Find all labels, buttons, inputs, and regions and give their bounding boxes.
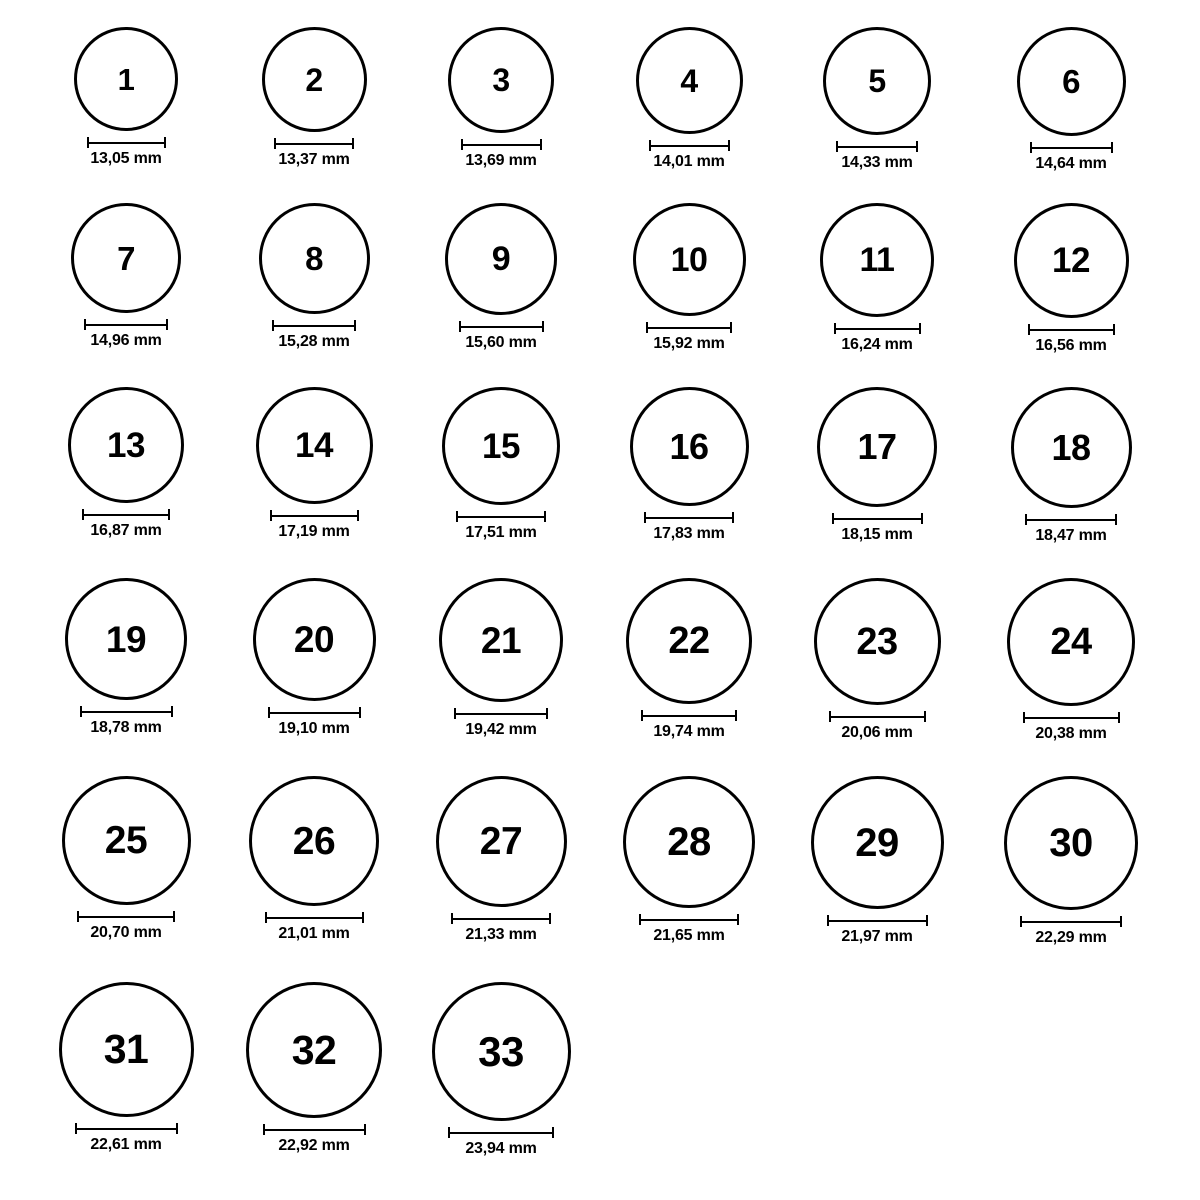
diameter-label: 14,33 mm — [841, 154, 913, 171]
diameter-measure-bar — [268, 707, 361, 717]
diameter-label: 17,19 mm — [278, 523, 350, 540]
ring-size-item — [59, 982, 194, 1154]
ring-size-number: 22 — [668, 620, 710, 662]
ring-size-item — [432, 982, 571, 1158]
measure-line — [1023, 717, 1120, 719]
ring-circle — [262, 27, 367, 132]
diameter-measure-bar — [827, 915, 928, 925]
ring-size-number: 12 — [1052, 241, 1090, 280]
diameter-measure-bar — [1028, 324, 1115, 334]
diameter-measure-bar — [1025, 514, 1117, 524]
ring-size-item — [256, 387, 373, 541]
diameter-label: 22,29 mm — [1035, 929, 1107, 946]
measure-line — [1028, 329, 1115, 331]
measure-cap-right — [546, 708, 548, 719]
ring-size-item — [636, 27, 743, 171]
diameter-measure-bar — [80, 706, 173, 716]
measure-cap-right — [1111, 142, 1113, 153]
ring-size-number: 28 — [667, 820, 711, 864]
ring-size-item — [1011, 387, 1132, 545]
measure-cap-right — [357, 510, 359, 521]
measure-cap-right — [552, 1127, 554, 1138]
ring-circle — [445, 203, 557, 315]
ring-size-item — [71, 203, 181, 350]
diameter-measure-bar — [75, 1123, 178, 1133]
ring-circle — [636, 27, 743, 134]
diameter-measure-bar — [454, 708, 548, 718]
diameter-label: 14,64 mm — [1035, 155, 1107, 172]
ring-circle — [1007, 578, 1135, 706]
diameter-label: 20,06 mm — [841, 724, 913, 741]
ring-size-item — [811, 776, 944, 946]
measure-cap-right — [735, 710, 737, 721]
ring-size-item — [253, 578, 376, 738]
diameter-measure-bar — [459, 321, 544, 331]
measure-cap-right — [924, 711, 926, 722]
diameter-measure-bar — [77, 911, 175, 921]
measure-line — [77, 916, 175, 918]
diameter-label: 21,97 mm — [841, 928, 913, 945]
ring-size-number: 15 — [482, 426, 520, 466]
ring-circle — [817, 387, 937, 507]
measure-cap-right — [926, 915, 928, 926]
diameter-label: 20,70 mm — [90, 924, 162, 941]
ring-size-number: 7 — [117, 239, 135, 277]
ring-size-number: 23 — [856, 620, 898, 663]
measure-cap-right — [549, 913, 551, 924]
measure-line — [836, 146, 918, 148]
measure-cap-right — [737, 914, 739, 925]
measure-cap-right — [1115, 514, 1117, 525]
ring-circle — [246, 982, 382, 1118]
ring-size-number: 2 — [305, 61, 323, 98]
diameter-label: 20,38 mm — [1035, 725, 1107, 742]
measure-cap-right — [728, 140, 730, 151]
measure-cap-right — [166, 319, 168, 330]
ring-size-item — [445, 203, 557, 352]
diameter-label: 22,61 mm — [90, 1136, 162, 1153]
diameter-label: 15,60 mm — [465, 334, 537, 351]
diameter-label: 22,92 mm — [278, 1137, 350, 1154]
measure-line — [827, 920, 928, 922]
ring-size-item — [1014, 203, 1129, 355]
diameter-measure-bar — [834, 323, 921, 333]
diameter-measure-bar — [646, 322, 732, 332]
ring-size-number: 27 — [479, 820, 523, 863]
measure-line — [268, 712, 361, 714]
measure-line — [87, 142, 166, 144]
ring-size-number: 17 — [857, 426, 897, 467]
ring-size-item — [439, 578, 563, 739]
diameter-label: 16,24 mm — [841, 336, 913, 353]
ring-circle — [623, 776, 755, 908]
measure-line — [461, 144, 542, 146]
ring-circle — [814, 578, 941, 705]
ring-circle — [259, 203, 370, 314]
measure-cap-right — [919, 323, 921, 334]
ring-size-item — [74, 27, 178, 168]
measure-cap-right — [1118, 712, 1120, 723]
diameter-label: 15,28 mm — [278, 333, 350, 350]
ring-size-number: 13 — [107, 425, 145, 465]
ring-size-number: 31 — [103, 1026, 149, 1072]
diameter-label: 19,42 mm — [465, 721, 537, 738]
ring-size-item — [65, 578, 187, 737]
diameter-measure-bar — [649, 140, 730, 150]
diameter-measure-bar — [461, 139, 542, 149]
measure-cap-right — [732, 512, 734, 523]
ring-circle — [1011, 387, 1132, 508]
ring-size-number: 16 — [669, 425, 709, 467]
ring-circle — [71, 203, 181, 313]
diameter-measure-bar — [84, 319, 168, 329]
ring-size-item — [262, 27, 367, 169]
diameter-measure-bar — [265, 912, 364, 922]
measure-cap-right — [1120, 916, 1122, 927]
ring-size-item — [249, 776, 379, 943]
diameter-label: 19,10 mm — [278, 720, 350, 737]
diameter-measure-bar — [272, 320, 356, 330]
measure-cap-right — [359, 707, 361, 718]
diameter-measure-bar — [270, 510, 359, 520]
ring-circle — [59, 982, 194, 1117]
diameter-measure-bar — [448, 1127, 554, 1137]
ring-size-item — [246, 982, 382, 1155]
measure-cap-right — [171, 706, 173, 717]
ring-circle — [65, 578, 187, 700]
ring-circle — [62, 776, 191, 905]
ring-circle — [448, 27, 554, 133]
diameter-measure-bar — [829, 711, 926, 721]
measure-line — [1025, 519, 1117, 521]
measure-cap-right — [352, 138, 354, 149]
measure-cap-right — [540, 139, 542, 150]
ring-size-number: 18 — [1051, 426, 1091, 468]
ring-circle — [823, 27, 931, 135]
measure-line — [270, 515, 359, 517]
ring-size-item — [62, 776, 191, 942]
measure-cap-right — [1113, 324, 1115, 335]
measure-cap-right — [362, 912, 364, 923]
ring-size-number: 6 — [1062, 63, 1080, 100]
measure-cap-right — [364, 1124, 366, 1135]
ring-size-number: 4 — [680, 62, 698, 99]
ring-circle — [630, 387, 749, 506]
measure-cap-right — [916, 141, 918, 152]
ring-size-item — [68, 387, 184, 540]
diameter-measure-bar — [451, 913, 551, 923]
measure-cap-right — [354, 320, 356, 331]
ring-size-item — [633, 203, 746, 353]
ring-size-number: 21 — [480, 619, 522, 661]
measure-line — [263, 1129, 366, 1131]
diameter-label: 18,47 mm — [1035, 527, 1107, 544]
ring-circle — [626, 578, 752, 704]
diameter-measure-bar — [87, 137, 166, 147]
measure-cap-right — [173, 911, 175, 922]
ring-circle — [820, 203, 934, 317]
diameter-label: 21,65 mm — [653, 927, 725, 944]
ring-size-number: 3 — [492, 62, 510, 98]
ring-size-number: 9 — [491, 240, 511, 278]
ring-size-item — [626, 578, 752, 741]
ring-size-item — [259, 203, 370, 351]
ring-size-item — [623, 776, 755, 945]
diameter-label: 14,96 mm — [90, 332, 162, 349]
ring-circle — [442, 387, 560, 505]
measure-line — [265, 917, 364, 919]
ring-circle — [253, 578, 376, 701]
ring-size-item — [823, 27, 931, 172]
diameter-measure-bar — [1023, 712, 1120, 722]
diameter-label: 16,56 mm — [1035, 337, 1107, 354]
measure-line — [639, 919, 739, 921]
ring-circle — [811, 776, 944, 909]
diameter-label: 13,37 mm — [278, 151, 350, 168]
ring-circle — [436, 776, 567, 907]
measure-cap-right — [176, 1123, 178, 1134]
measure-line — [451, 918, 551, 920]
measure-line — [75, 1128, 178, 1130]
measure-line — [1030, 147, 1113, 149]
diameter-measure-bar — [1020, 916, 1122, 926]
diameter-measure-bar — [836, 141, 918, 151]
diameter-label: 18,78 mm — [90, 719, 162, 736]
ring-size-number: 24 — [1050, 621, 1092, 663]
measure-line — [832, 518, 923, 520]
measure-line — [84, 324, 168, 326]
diameter-label: 14,01 mm — [653, 153, 725, 170]
measure-line — [641, 715, 737, 717]
measure-line — [448, 1132, 554, 1134]
ring-size-number: 29 — [855, 820, 899, 865]
diameter-measure-bar — [456, 511, 546, 521]
ring-circle — [256, 387, 373, 504]
ring-size-number: 33 — [478, 1027, 524, 1075]
ring-size-number: 11 — [859, 241, 895, 279]
diameter-label: 21,33 mm — [465, 926, 537, 943]
measure-line — [644, 517, 734, 519]
diameter-label: 19,74 mm — [653, 723, 725, 740]
ring-circle — [1004, 776, 1138, 910]
measure-cap-right — [542, 321, 544, 332]
ring-circle — [1014, 203, 1129, 318]
diameter-measure-bar — [82, 509, 170, 519]
ring-circle — [432, 982, 571, 1121]
ring-size-number: 32 — [291, 1026, 337, 1073]
diameter-measure-bar — [639, 914, 739, 924]
ring-circle — [249, 776, 379, 906]
ring-size-number: 5 — [868, 63, 886, 99]
ring-size-number: 26 — [292, 819, 336, 863]
measure-line — [272, 325, 356, 327]
measure-line — [829, 716, 926, 718]
measure-cap-right — [164, 137, 166, 148]
ring-size-number: 14 — [295, 426, 333, 465]
measure-line — [1020, 921, 1122, 923]
ring-size-item — [814, 578, 941, 742]
diameter-label: 17,83 mm — [653, 525, 725, 542]
diameter-measure-bar — [274, 138, 354, 148]
measure-cap-right — [544, 511, 546, 522]
ring-size-number: 30 — [1049, 821, 1093, 865]
diameter-label: 23,94 mm — [465, 1140, 537, 1157]
ring-circle — [633, 203, 746, 316]
diameter-label: 16,87 mm — [90, 522, 162, 539]
measure-cap-right — [730, 322, 732, 333]
diameter-measure-bar — [1030, 142, 1113, 152]
ring-circle — [439, 578, 563, 702]
diameter-label: 17,51 mm — [465, 524, 537, 541]
diameter-label: 21,01 mm — [278, 925, 350, 942]
diameter-label: 15,92 mm — [653, 335, 725, 352]
diameter-label: 18,15 mm — [841, 526, 913, 543]
diameter-measure-bar — [644, 512, 734, 522]
ring-size-item — [1007, 578, 1135, 743]
ring-size-item — [1004, 776, 1138, 947]
ring-circle — [74, 27, 178, 131]
ring-size-number: 1 — [117, 61, 135, 97]
measure-line — [274, 143, 354, 145]
ring-size-item — [1017, 27, 1126, 173]
measure-line — [834, 328, 921, 330]
diameter-label: 13,69 mm — [465, 152, 537, 169]
ring-circle — [1017, 27, 1126, 136]
ring-size-number: 25 — [104, 819, 148, 862]
measure-line — [82, 514, 170, 516]
ring-size-number: 20 — [293, 619, 335, 660]
ring-size-number: 8 — [305, 240, 323, 277]
ring-size-item — [436, 776, 567, 944]
measure-line — [646, 327, 732, 329]
ring-size-item — [630, 387, 749, 543]
measure-line — [459, 326, 544, 328]
measure-line — [454, 713, 548, 715]
measure-cap-right — [168, 509, 170, 520]
ring-size-item — [442, 387, 560, 542]
ring-size-item — [448, 27, 554, 170]
diameter-measure-bar — [641, 710, 737, 720]
ring-size-number: 19 — [105, 618, 147, 660]
diameter-label: 13,05 mm — [90, 150, 162, 167]
measure-cap-right — [921, 513, 923, 524]
ring-size-number: 10 — [670, 240, 708, 279]
measure-line — [456, 516, 546, 518]
ring-size-item — [820, 203, 934, 354]
ring-circle — [68, 387, 184, 503]
measure-line — [649, 145, 730, 147]
measure-line — [80, 711, 173, 713]
diameter-measure-bar — [832, 513, 923, 523]
ring-size-item — [817, 387, 937, 544]
diameter-measure-bar — [263, 1124, 366, 1134]
